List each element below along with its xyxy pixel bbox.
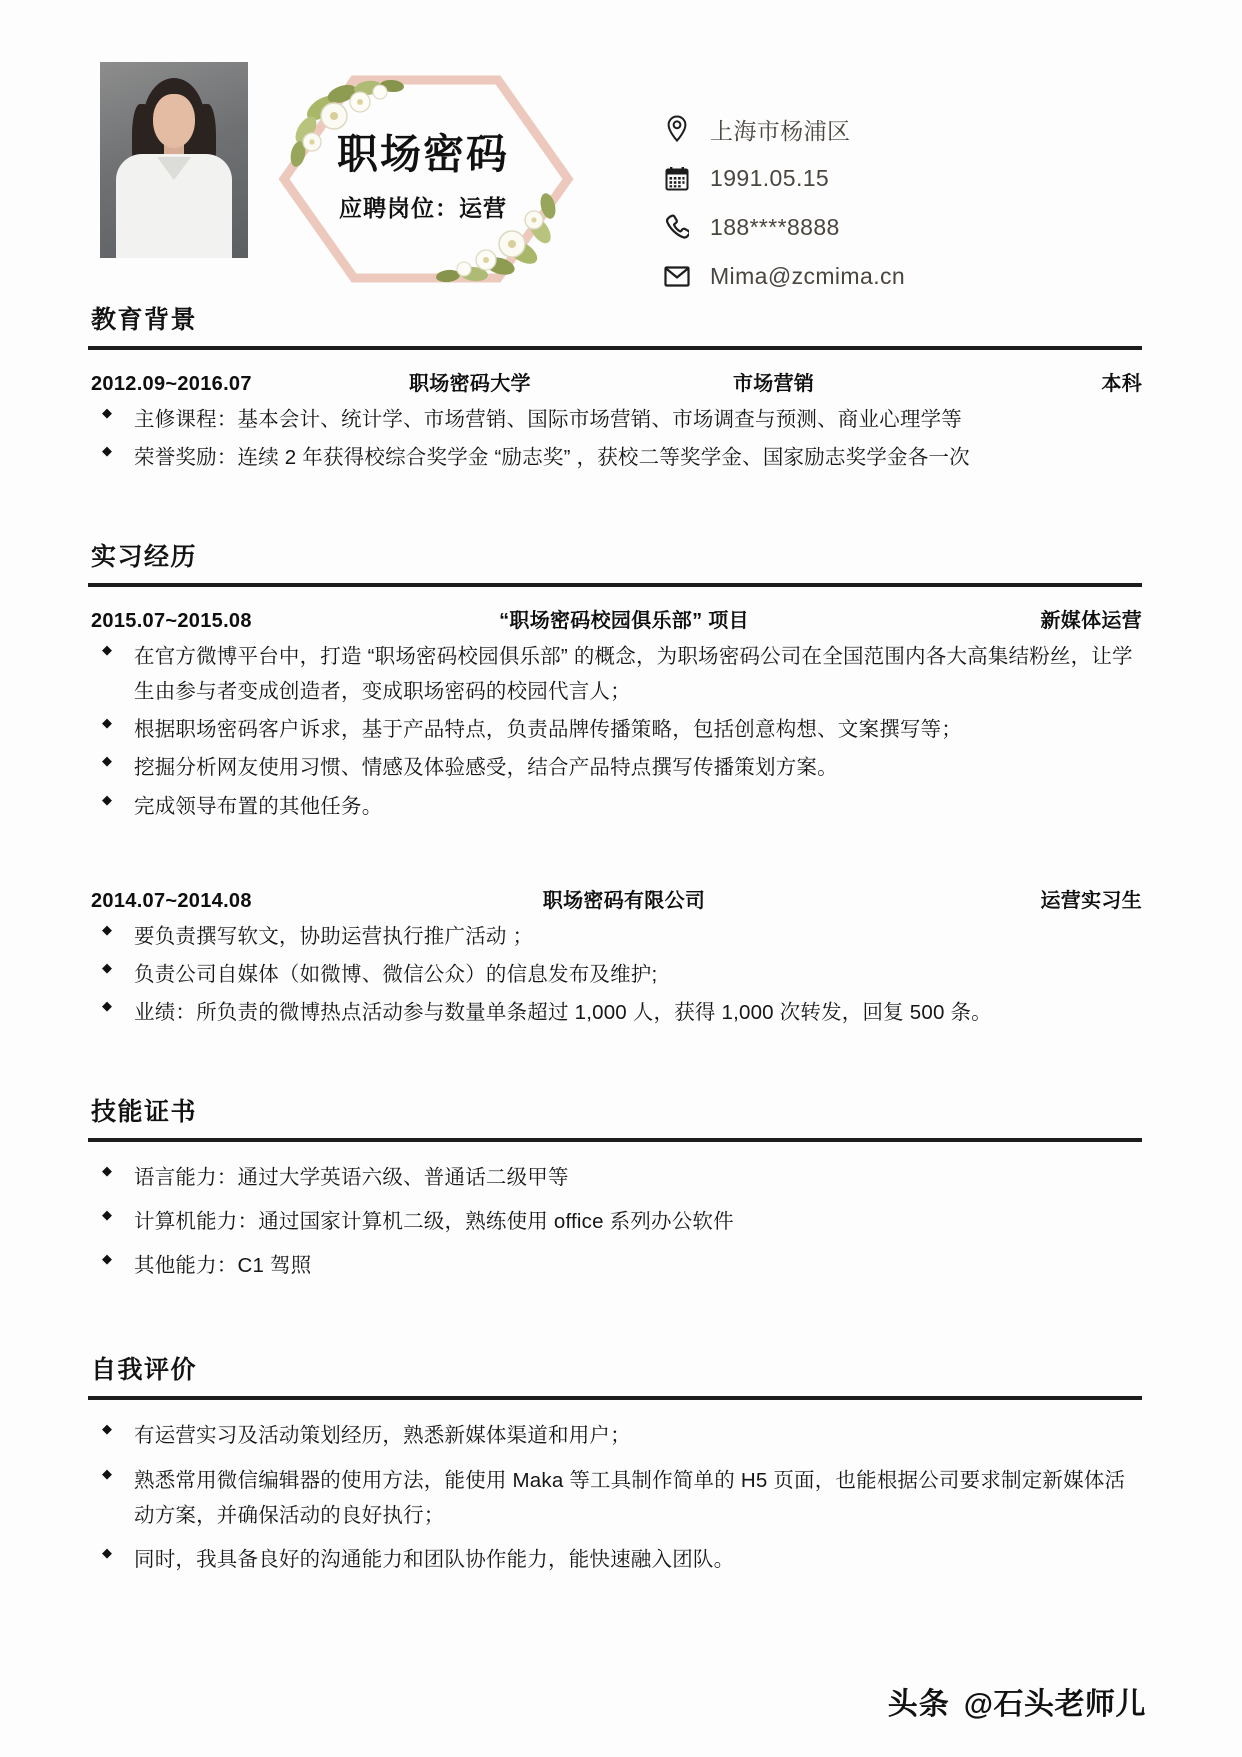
section-divider: [88, 583, 1142, 587]
portrait-face: [153, 94, 195, 148]
section-title-self-evaluation: 自我评价: [91, 1356, 198, 1385]
location-pin-icon: [662, 114, 692, 144]
contact-email-value: Mima@zcmima.cn: [710, 262, 906, 289]
applied-position: 应聘岗位：运营: [339, 195, 507, 222]
page-title: 职场密码: [337, 131, 509, 177]
list-item: ◆ 荣誉奖励：连续 2 年获得校综合奖学金 “励志奖” ，获校二等奖学金、国家励志奖学金各一次: [88, 440, 1142, 475]
contact-birthdate-value: 1991.05.15: [710, 164, 830, 191]
entry-header: [88, 601, 1142, 639]
contact-location-value: 上海市杨浦区: [710, 117, 851, 144]
entry-date: 2014.07~2014.08: [91, 889, 252, 912]
list-item: ◆ 有运营实习及活动策划经历，熟悉新媒体渠道和用户；: [88, 1418, 1142, 1453]
entry-role: 运营实习生: [1040, 889, 1142, 912]
contact-phone-value: 188****8888: [710, 213, 840, 240]
list-item: ◆ 在官方微博平台中，打造 “职场密码校园俱乐部” 的概念，为职场密码公司在全国范围内各大高集结粉丝，让学生由参与者变成创造者，变成职场密码的校园代言人；: [88, 639, 1142, 710]
section-divider: [88, 1138, 1142, 1142]
education-entry: [88, 364, 1142, 476]
contact-list: [662, 108, 905, 304]
entry-company: 职场密码有限公司: [542, 889, 706, 912]
section-divider: [88, 346, 1142, 350]
skills-bullets: [88, 1160, 1142, 1284]
section-title-education: 教育背景: [91, 306, 198, 334]
avatar: [100, 62, 248, 258]
internship-entry-1: [88, 601, 1142, 824]
list-item: ◆ 根据职场密码客户诉求，基于产品特点，负责品牌传播策略，包括创意构想、文案撰写等；: [88, 712, 1142, 747]
footer-watermark: [888, 1679, 1146, 1723]
list-item: ◆ 语言能力：通过大学英语六级、普通话二级甲等: [88, 1160, 1142, 1195]
contact-row-birthdate: [662, 157, 905, 199]
author-handle: @石头老师儿: [963, 1688, 1146, 1721]
list-item: ◆ 同时，我具备良好的沟通能力和团队协作能力，能快速融入团队。: [88, 1542, 1142, 1577]
section-title-internship: 实习经历: [91, 542, 198, 571]
contact-row-phone: [662, 206, 905, 248]
portrait-collar: [157, 157, 191, 180]
title-block: [268, 62, 598, 287]
list-item: ◆ 其他能力：C1 驾照: [88, 1248, 1142, 1283]
list-item: ◆ 业绩：所负责的微博热点活动参与数量单条超过 1,000 人，获得 1,000 次转发，回复 500 条。: [88, 995, 1142, 1030]
entry-header: [88, 364, 1142, 402]
resume-header: [0, 0, 1242, 300]
entry-date: 2015.07~2015.08: [91, 609, 252, 632]
internship-bullets: [88, 639, 1142, 824]
list-item: ◆ 要负责撰写软文，协助运营执行推广活动 ；: [88, 919, 1142, 954]
list-item: ◆ 完成领导布置的其他任务。: [88, 789, 1142, 824]
section-internship: [88, 537, 1142, 1031]
envelope-icon: [662, 261, 692, 291]
resume-body: [0, 300, 1242, 1577]
list-item: ◆ 挖掘分析网友使用习惯、情感及体验感受，结合产品特点撰写传播策划方案。: [88, 750, 1142, 785]
internship-bullets: [88, 919, 1142, 1031]
section-divider: [88, 1396, 1142, 1400]
list-item: ◆ 负责公司自媒体（如微博、微信公众）的信息发布及维护;: [88, 957, 1142, 992]
entry-header: [88, 881, 1142, 919]
section-skills: [88, 1092, 1142, 1284]
self-evaluation-bullets: [88, 1418, 1142, 1577]
education-bullets: [88, 402, 1142, 476]
toutiao-logo-text: 头条: [887, 1688, 950, 1721]
list-item: ◆ 熟悉常用微信编辑器的使用方法，能使用 Maka 等工具制作简单的 H5 页面，也能根据公司要求制定新媒体活动方案，并确保活动的良好执行；: [88, 1463, 1142, 1534]
entry-org: 职场密码大学: [409, 373, 531, 395]
list-item: ◆ 主修课程：基本会计、统计学、市场营销、国际市场营销、市场调查与预测、商业心理学等: [88, 402, 1142, 437]
section-self-evaluation: [88, 1350, 1142, 1577]
entry-degree: 本科: [1101, 373, 1142, 395]
entry-major: 市场营销: [733, 373, 815, 395]
list-item: ◆ 计算机能力：通过国家计算机二级，熟练使用 office 系列办公软件: [88, 1204, 1142, 1239]
internship-entry-2: [88, 881, 1142, 1031]
entry-date: 2012.09~2016.07: [91, 373, 252, 395]
section-title-skills: 技能证书: [91, 1097, 198, 1126]
entry-role: 新媒体运营: [1040, 609, 1142, 632]
phone-icon: [662, 212, 692, 242]
contact-row-location: [662, 108, 905, 150]
contact-row-email: [662, 255, 905, 297]
section-education: [88, 300, 1142, 476]
entry-project: “职场密码校园俱乐部” 项目: [499, 609, 749, 632]
calendar-icon: [662, 163, 692, 193]
